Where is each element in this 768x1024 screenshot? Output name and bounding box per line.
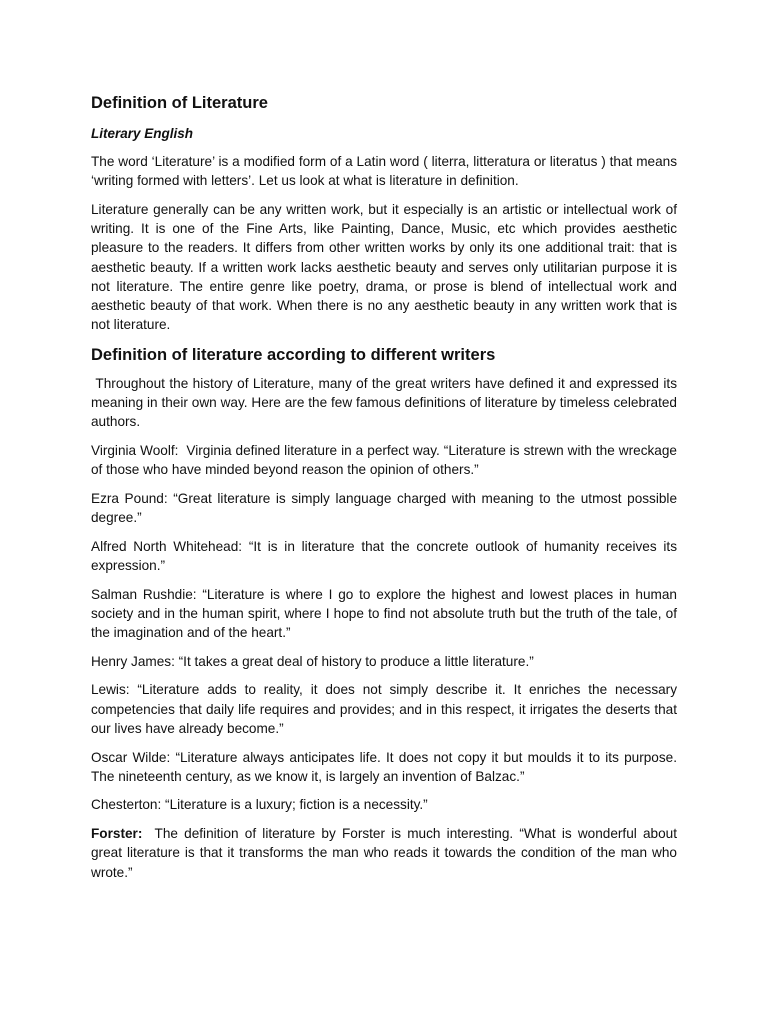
quote-text: “It takes a great deal of history to produce a little literature.” [174,653,534,669]
quote-text: “Literature is a luxury; fiction is a necessity.” [161,797,428,813]
quote-text: “Literature is where I go to explore the highest and lowest places in human society and in the human spirit, where I hope to find not absolute truth but the truth of the tale, of the imagination and of the heart.” [91,586,677,641]
quote-paragraph [91,585,677,643]
quote-author: Chesterton: [91,797,162,813]
quote-text: “Great literature is simply language charged with meaning to the utmost possible degree.” [91,490,678,526]
section-heading: Definition of literature according to different writers [91,345,496,364]
quote-paragraph [91,652,677,671]
quote-author: Forster: [91,826,143,842]
document-page [91,92,681,891]
quote-paragraph [91,824,681,882]
quote-text: “Literature adds to reality, it does not simply describe it. It enriches the necessary competencies that daily life requires and provides; and in this respect, it irrigates the deserts that our lives have already become.” [91,682,677,736]
document-title: Definition of Literature [91,94,268,112]
quote-paragraph [91,489,677,527]
intro-paragraph-1: The word ‘Literature’ is a modified form of a Latin word ( literra, litteratura or literatus ) that means ‘writing formed with letters’. Let us look at what is literature in definition. [91,154,677,189]
quote-author: Alfred North Whitehead: [91,538,243,554]
quote-paragraph [91,441,681,479]
quote-text: “Literature always anticipates life. It does not copy it but moulds it to its purpose. The nineteenth century, as we know it, is largely an invention of Balzac.” [91,749,677,784]
quote-author: Henry James: [91,653,175,669]
quote-paragraph [91,537,677,575]
quote-paragraph [91,680,677,738]
quote-author: Virginia Woolf: [91,442,179,458]
quote-author: Oscar Wilde: [91,749,171,765]
quote-text: The definition of literature by Forster is much interesting. “What is wonderful about great literature is that it transforms the man who reads it towards the condition of the man who wrote.” [91,826,681,880]
quote-paragraph [91,795,677,814]
quote-author: Salman Rushdie: [91,586,197,602]
quote-text: Virginia defined literature in a perfect way. “Literature is strewn with the wreckage of those who have minded beyond reason the opinion of others.” [91,442,681,478]
quote-author: Lewis: [91,682,130,698]
quote-author: Ezra Pound: [91,490,168,506]
quote-text: “It is in literature that the concrete outlook of humanity receives its expression.” [91,538,677,573]
document-subtitle: Literary English [91,126,194,141]
section-intro-paragraph: Throughout the history of Literature, many of the great writers have defined it and expressed its meaning in their own way. Here are the few famous definitions of literature by timeless celebrated authors. [91,375,681,430]
quote-paragraph [91,748,677,786]
intro-paragraph-2: Literature generally can be any written work, but it especially is an artistic or intellectual work of writing. It is one of the Fine Arts, like Painting, Dance, Music, etc which provides aesthetic pleasure to the readers. It differs from other written works by only its one additional trait: that is aesthetic beauty. If a written work lacks aesthetic beauty and serves only utilitarian purpose it is not literature. The entire genre like poetry, drama, or prose is blend of intellectual work and aesthetic beauty of that work. When there is no any aesthetic beauty in any written work that is not literature. [91,201,677,333]
